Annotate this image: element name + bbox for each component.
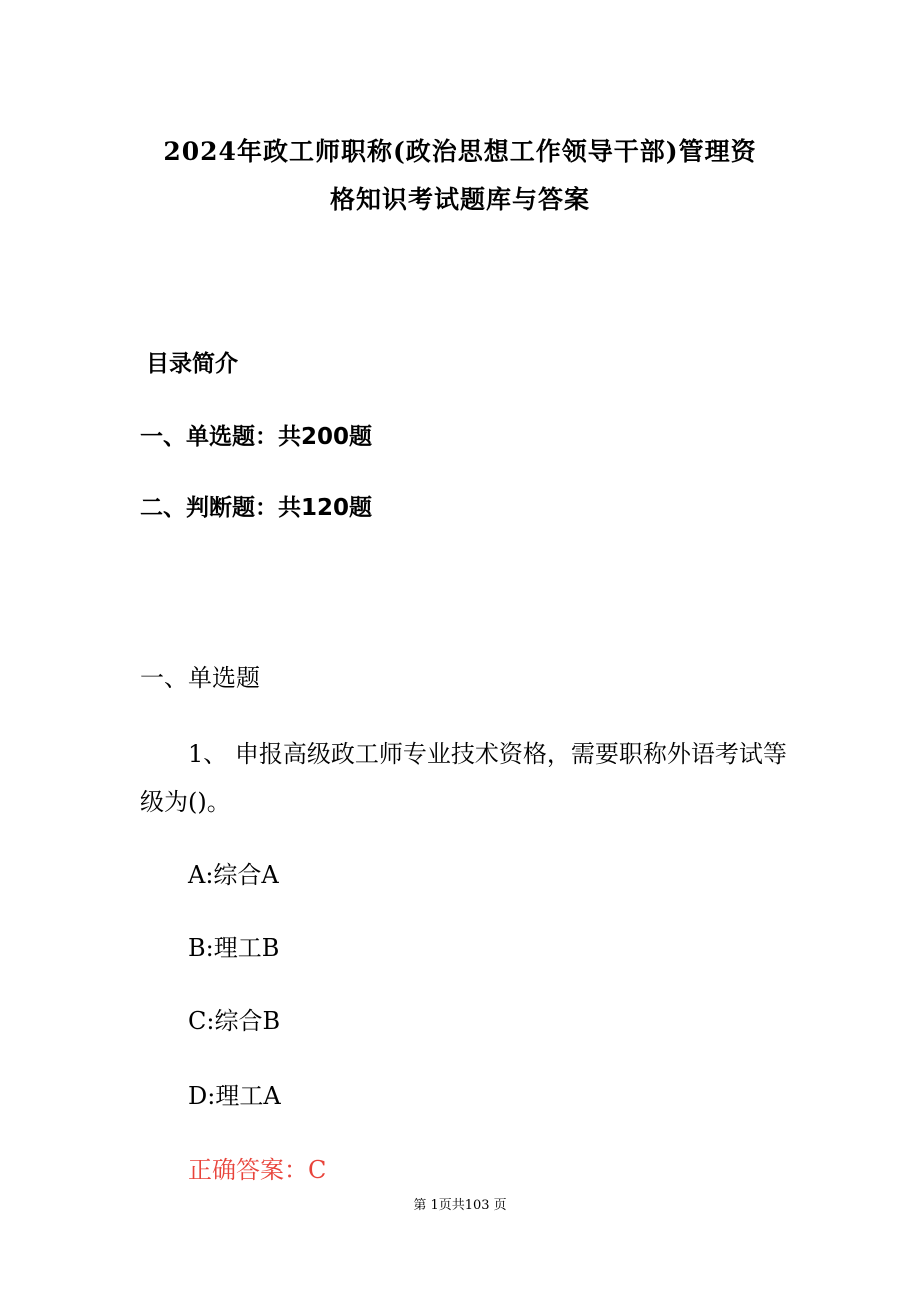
document-title-line-1: 2024年政工师职称(政治思想工作领导干部)管理资 [163,137,757,166]
page-footer: 第 1页共103 页 [413,1198,507,1213]
option-d: D:理工A [188,1082,281,1110]
option-a: A:综合A [188,861,279,889]
document-title [0,128,920,224]
correct-answer: 正确答案：C [188,1156,327,1184]
toc-heading: 目录简介 [146,351,238,377]
section-title: 一、单选题 [140,664,260,692]
question-text: 1、 申报高级政工师专业技术资格，需要职称外语考试等级为()。 [140,740,787,816]
toc-item-single-choice: 一、单选题：共200题 [140,424,373,450]
option-c: C:综合B [188,1007,281,1035]
toc-item-true-false: 二、判断题：共120题 [140,495,373,521]
document-title-line-2: 格知识考试题库与答案 [329,185,590,214]
option-b: B:理工B [188,934,280,962]
